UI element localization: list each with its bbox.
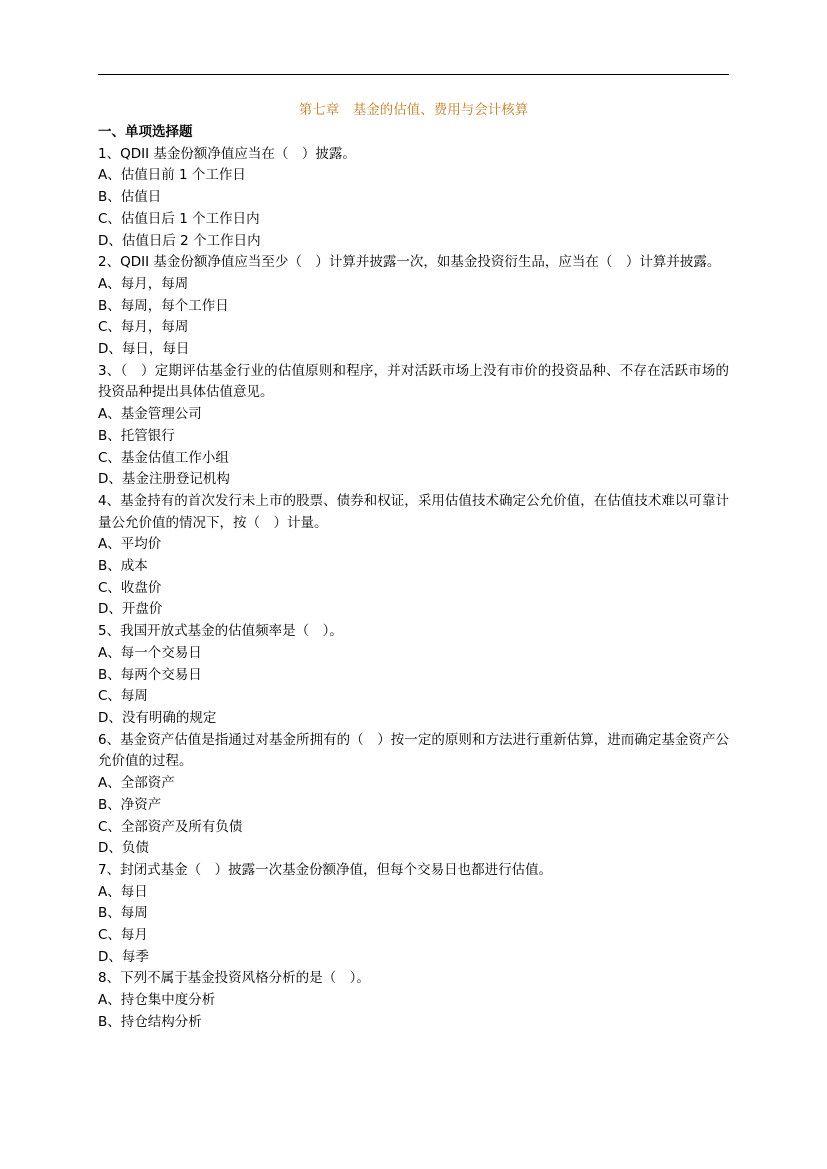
option-d: D、基金注册登记机构 — [98, 471, 230, 488]
question-stem: 3、（ ）定期评估基金行业的估值原则和程序，并对活跃市场上没有市价的投资品种、不存在活跃市场的投资品种提出具体估值意见。 — [98, 362, 729, 401]
question-stem: 1、QDII 基金份额净值应当在（ ）披露。 — [98, 145, 356, 162]
question-stem: 8、下列不属于基金投资风格分析的是（ ）。 — [98, 970, 370, 987]
option-a: A、平均价 — [98, 536, 162, 553]
question-stem: 4、基金持有的首次发行未上市的股票、债券和权证，采用估值技术确定公允价值，在估值技术难以可靠计量公允价值的情况下，按（ ）计量。 — [98, 492, 729, 531]
question-5 — [98, 621, 729, 730]
question-6 — [98, 730, 729, 860]
question-stem: 7、封闭式基金（ ）披露一次基金份额净值，但每个交易日也都进行估值。 — [98, 861, 553, 878]
option-d: D、每日，每日 — [98, 341, 190, 358]
option-a: A、每日 — [98, 883, 148, 900]
option-b: B、每两个交易日 — [98, 666, 202, 683]
option-a: A、全部资产 — [98, 775, 175, 792]
question-stem: 6、基金资产估值是指通过对基金所拥有的（ ）按一定的原则和方法进行重新估算，进而确定基金资产公允价值的过程。 — [98, 731, 729, 770]
option-a: A、基金管理公司 — [98, 406, 202, 423]
option-c: C、每月 — [98, 927, 148, 944]
option-b: B、估值日 — [98, 189, 162, 206]
option-b: B、持仓结构分析 — [98, 1013, 202, 1030]
option-b: B、净资产 — [98, 796, 162, 813]
question-7 — [98, 860, 729, 969]
option-d: D、负债 — [98, 840, 149, 857]
option-c: C、收盘价 — [98, 579, 162, 596]
question-1 — [98, 144, 729, 253]
option-b: B、托管银行 — [98, 427, 175, 444]
option-a: A、估值日前 1 个工作日 — [98, 167, 246, 184]
option-c: C、每月，每周 — [98, 319, 189, 336]
option-d: D、没有明确的规定 — [98, 709, 217, 726]
option-b: B、每周，每个工作日 — [98, 297, 229, 314]
question-4 — [98, 491, 729, 621]
question-8 — [98, 968, 729, 1033]
option-c: C、每周 — [98, 688, 148, 705]
header-rule — [98, 74, 729, 75]
option-d: D、每季 — [98, 948, 149, 965]
option-d: D、估值日后 2 个工作日内 — [98, 232, 261, 249]
option-a: A、每一个交易日 — [98, 644, 202, 661]
question-stem: 2、QDII 基金份额净值应当至少（ ）计算并披露一次，如基金投资衍生品，应当在（ ）计算并披露。 — [98, 254, 721, 271]
option-c: C、估值日后 1 个工作日内 — [98, 210, 260, 227]
question-stem: 5、我国开放式基金的估值频率是（ ）。 — [98, 623, 343, 640]
option-c: C、基金估值工作小组 — [98, 449, 229, 466]
option-c: C、全部资产及所有负债 — [98, 818, 243, 835]
question-2 — [98, 252, 729, 361]
question-3 — [98, 361, 729, 491]
document-body — [98, 122, 729, 1034]
option-a: A、持仓集中度分析 — [98, 992, 216, 1009]
option-b: B、成本 — [98, 558, 148, 575]
chapter-title: 第七章 基金的估值、费用与会计核算 — [298, 102, 529, 118]
option-d: D、开盘价 — [98, 601, 163, 618]
option-a: A、每月，每周 — [98, 275, 189, 292]
option-b: B、每周 — [98, 905, 148, 922]
section-heading: 一、单项选择题 — [98, 124, 193, 140]
